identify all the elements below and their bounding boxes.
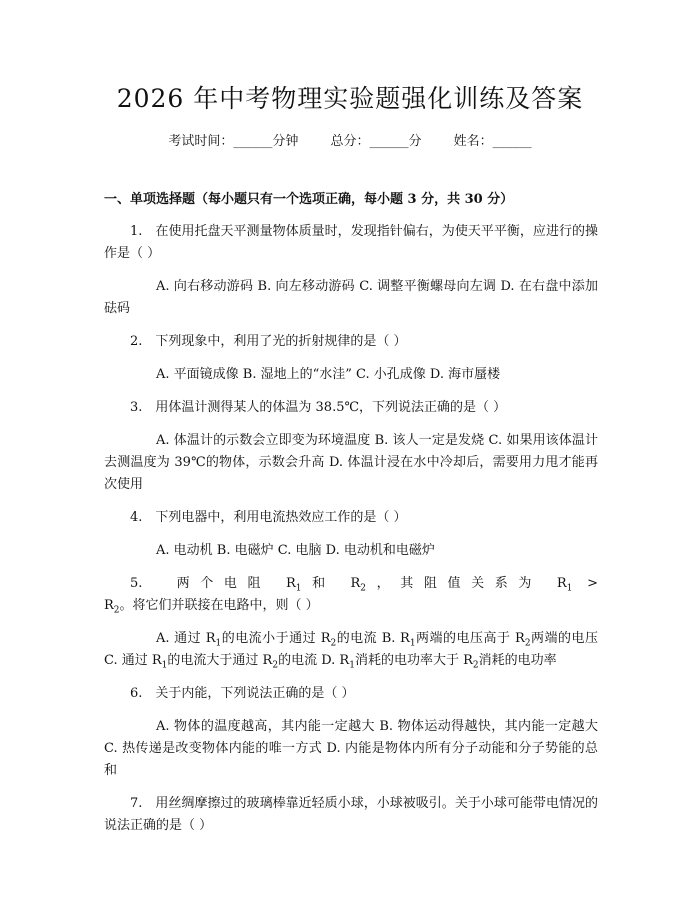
q5-stem-part: 5. 两个电阻 R <box>130 576 296 591</box>
subscript-1: 1 <box>349 660 355 671</box>
subscript-1: 1 <box>409 638 416 649</box>
question-5-options <box>104 628 598 672</box>
question-3-options: A. 体温计的示数会立即变为环境温度 B. 该人一定是发烧 C. 如果用该体温计去测温度为 39℃的物体，示数会升高 D. 体温计浸在水中冷却后，需要用力甩才能再次使用 <box>104 433 598 492</box>
total-score-label: 总分：______分 <box>330 134 422 149</box>
student-name-label: 姓名：______ <box>453 134 532 149</box>
question-3-stem: 3. 用体温计测得某人的体温为 38.5℃，下列说法正确的是（ ） <box>130 400 507 415</box>
q5-option-part: 消耗的电功率大于 R <box>354 653 473 668</box>
question-6-stem: 6. 关于内能，下列说法正确的是（ ） <box>130 686 355 701</box>
q5-option-part: 两端的电压 C. 通过 R <box>104 631 598 668</box>
q5-option-part: 两端的电压高于 R <box>415 631 525 646</box>
q5-stem-part: 。将它们并联接在电路中，则（ ） <box>119 598 319 613</box>
question-4-stem: 4. 下列电器中，利用电流热效应工作的是（ ） <box>130 510 407 525</box>
subscript-1: 1 <box>566 583 573 594</box>
page-title: 2026 年中考物理实验题强化训练及答案 <box>116 84 584 113</box>
section-heading: 一、单项选择题（每小题只有一个选项正确，每小题 3 分，共 30 分） <box>104 192 514 207</box>
q5-option-part: A. 通过 R <box>156 631 216 646</box>
subscript-1: 1 <box>215 638 222 649</box>
exam-time-label: 考试时间：______分钟 <box>168 134 299 149</box>
question-1-options: A. 向右移动游码 B. 向左移动游码 C. 调整平衡螺母向左调 D. 在右盘中添加砝码 <box>104 279 598 316</box>
q5-stem-part: ，其阻值关系为 R <box>366 576 567 591</box>
question-4-options: A. 电动机 B. 电磁炉 C. 电脑 D. 电动机和电磁炉 <box>156 543 435 558</box>
subscript-2: 2 <box>330 638 337 649</box>
subscript-1: 1 <box>295 583 302 594</box>
question-2-stem: 2. 下列现象中，利用了光的折射规律的是（ ） <box>130 334 407 349</box>
question-6-options: A. 物体的温度越高，其内能一定越大 B. 物体运动得越快，其内能一定越大 C. 热传递是改变物体内能的唯一方式 D. 内能是物体内所有分子动能和分子势能的总和 <box>104 719 598 778</box>
q5-option-part: 消耗的电功率 <box>478 653 557 668</box>
q5-option-part: 的电流大于通过 R <box>167 653 273 668</box>
subscript-2: 2 <box>113 605 120 616</box>
question-list <box>104 221 598 848</box>
subscript-2: 2 <box>472 660 479 671</box>
question-5-stem <box>104 573 598 617</box>
q5-stem-part: > R <box>104 576 598 613</box>
subscript-2: 2 <box>272 660 279 671</box>
question-7-stem: 7. 用丝绸摩擦过的玻璃棒靠近轻质小球，小球被吸引。关于小球可能带电情况的说法正确的是（ ） <box>104 796 598 833</box>
q5-option-part: 的电流 B. R <box>336 631 410 646</box>
q5-stem-part: 和 R <box>301 576 361 591</box>
subscript-2: 2 <box>360 583 367 594</box>
q5-option-part: 的电流小于通过 R <box>221 631 331 646</box>
question-1-stem: 1. 在使用托盘天平测量物体质量时，发现指针偏右，为使天平平衡，应进行的操作是（ ） <box>104 224 598 261</box>
subscript-2: 2 <box>524 638 531 649</box>
q5-option-part: 的电流 D. R <box>278 653 350 668</box>
question-2-options: A. 平面镜成像 B. 湿地上的“水洼” C. 小孔成像 D. 海市蜃楼 <box>156 367 501 382</box>
subscript-1: 1 <box>161 660 168 671</box>
exam-meta <box>0 132 700 152</box>
